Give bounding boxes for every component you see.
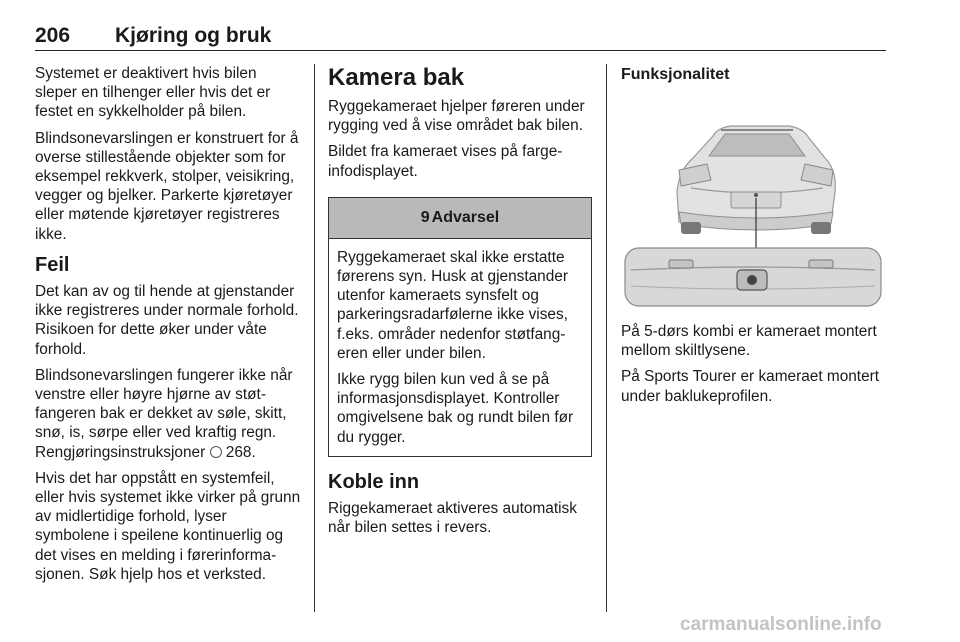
- paragraph: På Sports Tourer er kameraet montert under baklukeprofilen.: [621, 368, 880, 405]
- warning-paragraph: Ryggekameraet skal ikke erstatte førerens syn. Husk at gjenstander utenfor kameraets synsfelt og parkeringsradarfølerne ikke vises, f.eks. områder nedenfor støtfangeren eller under bilen.: [337, 248, 568, 362]
- paragraph: Bildet fra kameraet vises på farge-infodisplayet.: [328, 143, 563, 180]
- section-title-feil: Feil: [35, 253, 70, 276]
- paragraph: Hvis det har oppstått en systemfeil, eller hvis systemet ikke virker på grunn av midlertidige forhold, lyser symbolene i speilene kontinuerlig og det vises en melding i førerinformasjonen. Søk hjelp hos et verksted.: [35, 469, 301, 583]
- paragraph: Riggekameraet aktiveres automatisk når bilen settes i revers.: [328, 500, 577, 537]
- column-right: [621, 64, 887, 413]
- section-title-kamera-bak: Kamera bak: [328, 64, 465, 91]
- column-divider: [606, 64, 607, 612]
- warning-label: Advarsel: [431, 209, 500, 227]
- warning-header: [329, 198, 591, 239]
- warning-box: [328, 197, 592, 457]
- paragraph: Ryggekameraet hjelper føreren under rygging ved å vise området bak bilen.: [328, 98, 585, 135]
- column-middle: [328, 64, 592, 544]
- paragraph: Systemet er deaktivert hvis bilen sleper en tilhenger eller hvis det er festet en sykkelholder på bilen.: [35, 65, 271, 121]
- warning-paragraph: Ikke rygg bilen kun ved å se på informasjonsdisplayet. Kontroller omgivelsene bak og rundt bilen før du rygger.: [337, 371, 574, 446]
- column-left: [35, 64, 301, 591]
- car-rear-view-figure: [621, 100, 883, 308]
- paragraph: Det kan av og til hende at gjenstander ikke registreres under normale forhold. Risikoen for dette øker under våte forhold.: [35, 283, 299, 358]
- warning-icon: 9: [420, 209, 430, 227]
- watermark: carmanualsonline.info: [680, 614, 882, 635]
- page-number: 206: [35, 24, 71, 47]
- paragraph-text: Blindsonevarslingen fungerer ikke når venstre eller høyre hjørne av støtfangeren bak er dekket av søle, skitt, snø, is, sørpe eller ved kraftig regn. Rengjøringsinstruksjoner: [35, 366, 293, 461]
- paragraph: Blindsonevarslingen er konstruert for å overse stillestående objekter som for eksempel rekkverk, stolper, veisikring, vegger og bjelker. Parkerte kjøretøyer eller møtende kjøretøyer registreres ikke.: [35, 129, 299, 243]
- chapter-title: Kjøring og bruk: [115, 24, 272, 47]
- section-title-koble-inn: Koble inn: [328, 470, 420, 493]
- paragraph: [35, 366, 301, 462]
- section-title-funksjonalitet: Funksjonalitet: [621, 66, 730, 83]
- paragraph: På 5-dørs kombi er kameraet montert mellom skiltlysene.: [621, 323, 877, 360]
- column-divider: [314, 64, 315, 612]
- page-header: [35, 20, 886, 51]
- page-reference-icon: [210, 446, 222, 458]
- warning-body: [329, 239, 591, 456]
- rear-camera-illustration: [621, 100, 883, 308]
- page-reference-link[interactable]: 268.: [225, 443, 256, 461]
